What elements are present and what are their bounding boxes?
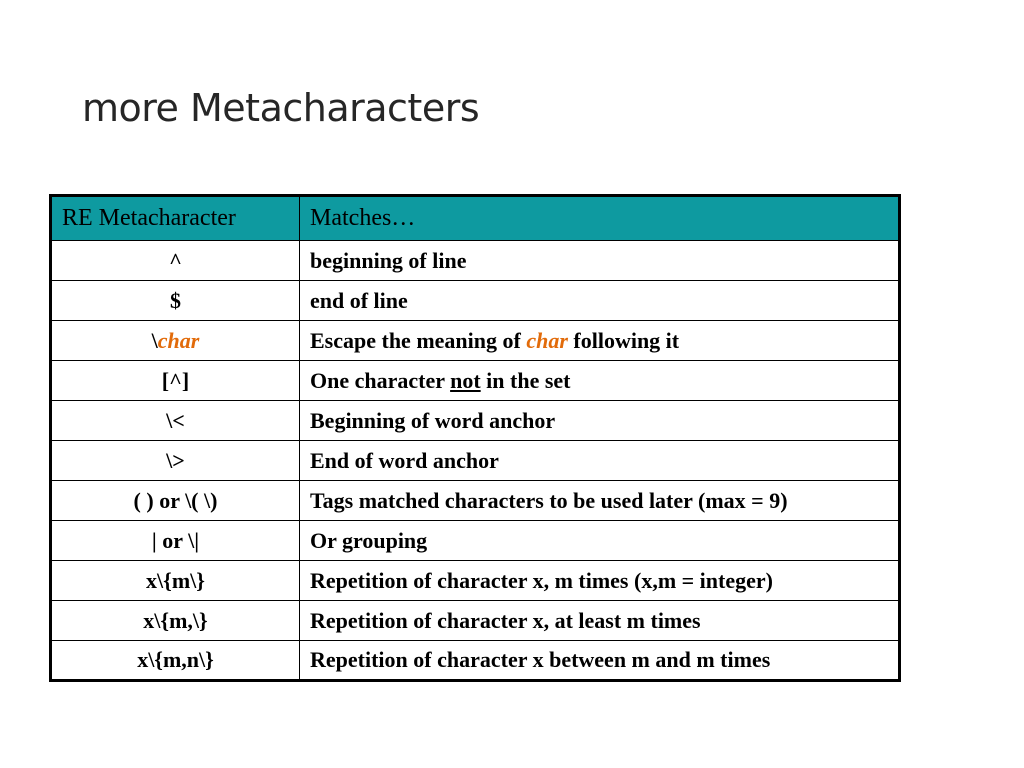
metachar-cell: x\{m,n\} xyxy=(51,641,300,681)
match-cell xyxy=(300,361,900,401)
match-cell: beginning of line xyxy=(300,241,900,281)
table-row xyxy=(51,361,900,401)
match-cell xyxy=(300,321,900,361)
match-text-pre: One character xyxy=(310,367,451,393)
table-row xyxy=(51,481,900,521)
table-row xyxy=(51,401,900,441)
metachar-cell: [^] xyxy=(51,361,300,401)
not-underlined: not xyxy=(450,367,481,393)
match-cell: Repetition of character x, at least m times xyxy=(300,601,900,641)
char-highlight: char xyxy=(526,327,568,353)
table-row xyxy=(51,561,900,601)
metachar-cell: ( ) or \( \) xyxy=(51,481,300,521)
header-metacharacter: RE Metacharacter xyxy=(51,196,300,241)
table-row xyxy=(51,521,900,561)
table-row xyxy=(51,241,900,281)
table-header-row xyxy=(51,196,900,241)
table-row xyxy=(51,281,900,321)
metachar-cell xyxy=(51,321,300,361)
metacharacter-table xyxy=(49,194,901,682)
char-highlight: char xyxy=(157,327,200,353)
match-text-post: in the set xyxy=(480,367,571,393)
header-matches: Matches… xyxy=(300,196,900,241)
match-text-pre: Escape the meaning of xyxy=(310,327,527,353)
match-cell: Or grouping xyxy=(300,521,900,561)
metachar-cell: \< xyxy=(51,401,300,441)
match-cell: end of line xyxy=(300,281,900,321)
match-cell: End of word anchor xyxy=(300,441,900,481)
backslash-text: \ xyxy=(151,327,158,353)
metachar-cell: | or \| xyxy=(51,521,300,561)
table-row xyxy=(51,601,900,641)
match-cell: Repetition of character x, m times (x,m = integer) xyxy=(300,561,900,601)
metachar-cell: x\{m\} xyxy=(51,561,300,601)
metachar-cell: \> xyxy=(51,441,300,481)
metachar-cell: $ xyxy=(51,281,300,321)
metachar-cell: ^ xyxy=(51,241,300,281)
slide-title: more Metacharacters xyxy=(82,86,480,130)
match-cell: Tags matched characters to be used later (max = 9) xyxy=(300,481,900,521)
metachar-cell: x\{m,\} xyxy=(51,601,300,641)
match-cell: Beginning of word anchor xyxy=(300,401,900,441)
match-cell: Repetition of character x between m and m times xyxy=(300,641,900,681)
table-row xyxy=(51,321,900,361)
table-row xyxy=(51,441,900,481)
match-text-post: following it xyxy=(567,327,680,353)
table-row xyxy=(51,641,900,681)
